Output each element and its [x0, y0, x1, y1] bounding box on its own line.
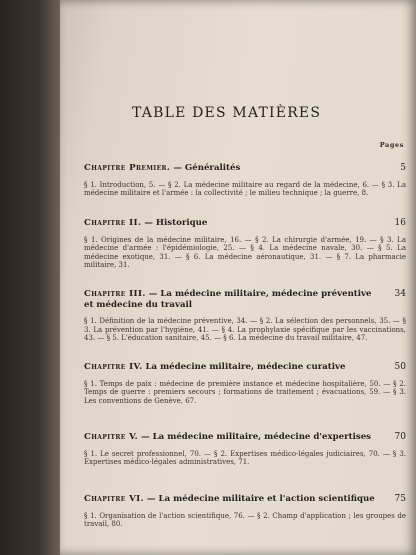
chapter-heading — [84, 163, 406, 174]
chapter-sections: § 1. Introduction, 5. — § 2. La médecine militaire au regard de la médecine, 6. — § 3. La médecine militaire et l'armée : la collectivité ; le milieu technique ; la guerre, 8. — [84, 180, 406, 198]
document-page — [60, 0, 416, 555]
chapter-entry-5 — [84, 432, 406, 467]
chapter-label: Chapitre IV. — [84, 362, 143, 372]
chapter-page-number: 50 — [394, 362, 406, 372]
chapter-title: — La médecine militaire et l'action scientifique — [143, 494, 375, 504]
chapter-label: Chapitre Premier. — [84, 163, 171, 173]
chapter-title: — Historique — [141, 218, 208, 228]
book-spine-shadow — [0, 0, 64, 555]
chapter-page-number: 16 — [394, 218, 406, 228]
chapter-sections: § 1. Temps de paix : médecine de première instance et médecine hospitalière, 50. — § 2. Temps de guerre : premiers secours ; formations de traitement ; évacuations, 59. — § 3. Les conventions de Genève, 67. — [84, 379, 406, 405]
chapter-heading — [84, 362, 406, 373]
chapter-title: — La médecine militaire, médecine d'expertises — [138, 432, 372, 442]
chapter-sections: § 1. Le secret professionnel, 70. — § 2. Expertises médico-légales judiciaires, 70. — § 3. Expertises médico-légales administratives, 71. — [84, 449, 406, 467]
chapter-title: — La médecine militaire, médecine préventive et médecine du travail — [84, 289, 372, 310]
chapter-heading — [84, 289, 406, 310]
chapter-page-number: 75 — [394, 494, 406, 504]
chapter-sections: § 1. Origines de la médecine militaire, 16. — § 2. La chirurgie d'armée, 19. — § 3. La médecine d'armée : l'épidémiologie, 25. — § 4. La médecine navale, 30. — § 5. La médecine exotique, 31. — § 6. La médecine aéronautique, 31. — § 7. La pharmacie militaire, 31. — [84, 235, 406, 270]
pages-column-header: Pages — [379, 141, 404, 149]
chapter-sections: § 1. Organisation de l'action scientifique, 76. — § 2. Champ d'application ; les groupes de travail, 80. — [84, 511, 406, 529]
chapter-label: Chapitre VI. — [84, 494, 144, 504]
chapter-page-number: 5 — [400, 163, 406, 173]
chapter-entry-1 — [84, 163, 406, 198]
chapter-entry-2 — [84, 218, 406, 270]
chapter-title: La médecine militaire, médecine curative — [142, 362, 346, 372]
chapter-heading — [84, 494, 406, 505]
chapter-label: Chapitre III. — [84, 289, 146, 299]
chapter-entry-4 — [84, 362, 406, 405]
chapter-entry-6 — [84, 494, 406, 529]
chapter-heading — [84, 218, 406, 229]
chapter-label: Chapitre II. — [84, 218, 142, 228]
chapter-page-number: 34 — [394, 289, 406, 299]
chapter-page-number: 70 — [394, 432, 406, 442]
chapter-label: Chapitre V. — [84, 432, 139, 442]
chapter-title: — Généralités — [170, 163, 241, 173]
page-title: TABLE DES MATIÈRES — [132, 105, 322, 121]
chapter-sections: § 1. Définition de la médecine préventive, 34. — § 2. La sélection des personnels, 35. — § 3. La prévention par l'hygiène, 41. — § 4. La prophylaxie spécifique par les vaccinations, 43. — § 5. L'éducation sanitaire, 45. — § 6. La médecine du travail militaire, 47. — [84, 317, 406, 343]
chapter-heading — [84, 432, 406, 443]
chapter-entry-3 — [84, 289, 406, 343]
